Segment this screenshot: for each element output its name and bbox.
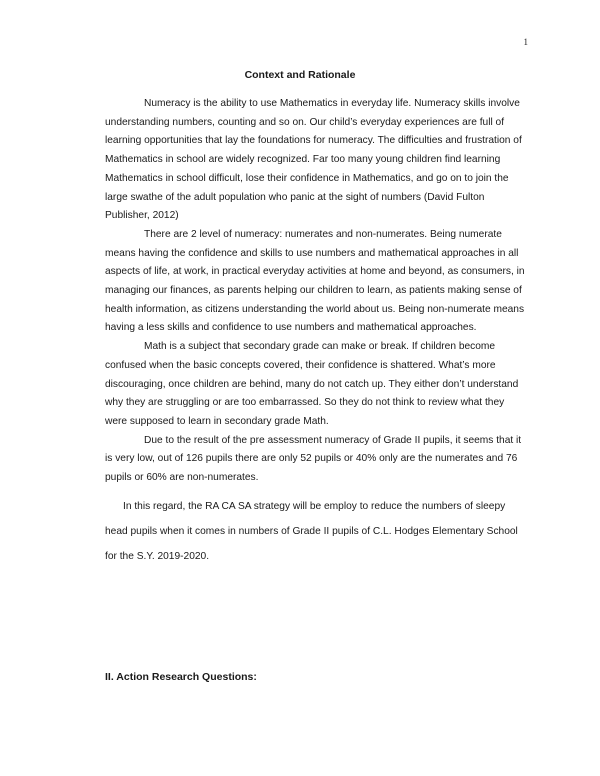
paragraph-strategy: In this regard, the RA CA SA strategy will be employ to reduce the numbers of sleepy head pupils when it comes in numbers of Grade II pupils of C.L. Hodges Elementary School for the S.Y. 2019-2020. [105, 500, 518, 562]
paragraph-numeracy-definition: Numeracy is the ability to use Mathematics in everyday life. Numeracy skills involve understanding numbers, counting and so on. Our child’s everyday experiences are full of learning opportunities that lay the foundations for numeracy. The difficulties and frustration of Mathematics in school are widely recognized. Far too many young children find learning Mathematics in school difficult, lose their confidence in Mathematics, and go on to join the large swathe of the adult population who panic at the sight of numbers (David Fulton Publisher, 2012) [105, 98, 522, 222]
document-body [105, 95, 527, 569]
paragraph-numeracy-levels: There are 2 level of numeracy: numerates and non-numerates. Being numerate means having the confidence and skills to use numbers and mathematical approaches in all aspects of life, at work, in practical everyday activities at home and beyond, as consumers, in managing our finances, as parents helping our children to learn, as patients making sense of health information, as citizens understanding the world about us. Being non-numerate means having a less skills and confidence to use numbers and mathematical approaches. [105, 228, 525, 334]
paragraph-assessment-results: Due to the result of the pre assessment numeracy of Grade II pupils, it seems that it is very low, out of 126 pupils there are only 52 pupils or 40% only are the numerates and 76 pupils or 60% are non-numerates. [105, 434, 522, 484]
page-number: 1 [523, 37, 528, 47]
document-title: Context and Rationale [244, 69, 356, 81]
paragraph-math-difficulty: Math is a subject that secondary grade can make or break. If children become confused when the basic concepts covered, their confidence is shattered. What’s more discouraging, once children are behind, many do not catch up. They either don’t understand why they are struggling or are too embarrassed. So they do not think to review what they were supposed to learn in secondary grade Math. [105, 341, 519, 427]
section-heading-research-questions: II. Action Research Questions: [105, 671, 257, 683]
